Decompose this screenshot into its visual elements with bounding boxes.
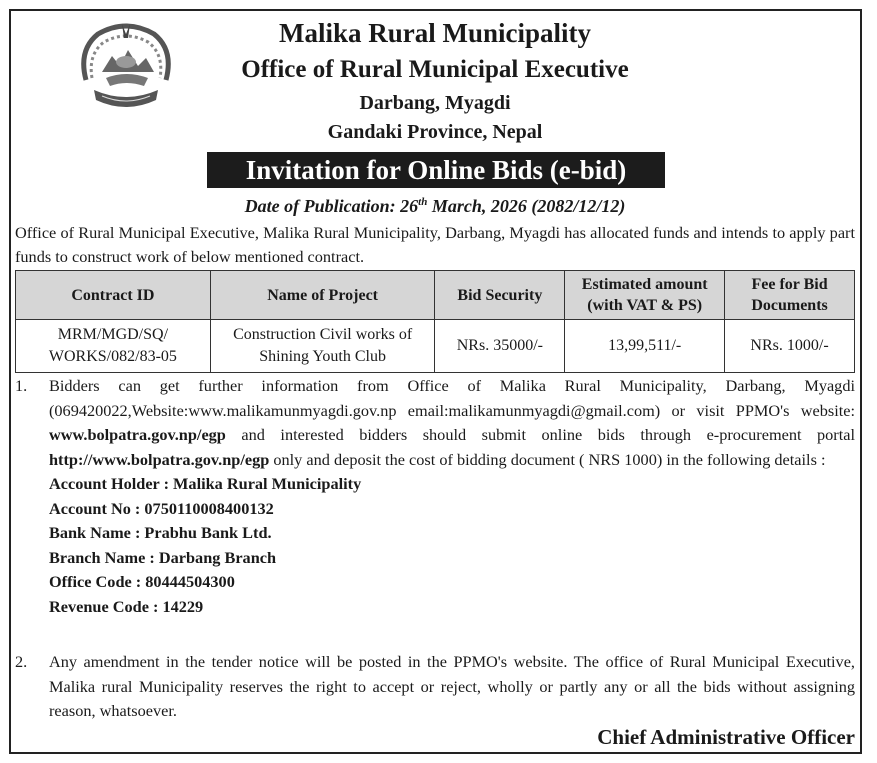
info-text-3: only and deposit the cost of bidding document ( NRS 1000) in the following details : (269, 449, 826, 469)
office-code: Office Code : 80444504300 (49, 572, 235, 591)
project-name-cell: Construction Civil works of Shining Youth Club (210, 320, 435, 373)
list-item-2 (15, 650, 855, 724)
list-item-1 (15, 374, 855, 619)
office-location: Darbang, Myagdi (359, 92, 511, 114)
col-header-contract-id: Contract ID (16, 271, 211, 320)
account-holder: Account Holder : Malika Rural Municipality (49, 474, 362, 493)
amendment-text: Any amendment in the tender notice will be posted in the PPMO's website. The office of Rural Municipal Executive, Malika rural Municipality reserves the right to accept or reject, wholly or partly any or all the bids without assigning reason, whatsoever. (49, 652, 855, 720)
bank-name: Bank Name : Prabhu Bank Ltd. (49, 523, 272, 542)
branch-name: Branch Name : Darbang Branch (49, 547, 277, 567)
bid-security-cell: NRs. 35000/- (435, 320, 565, 373)
col-header-project-name: Name of Project (210, 271, 435, 320)
table-row (16, 320, 855, 373)
col-header-estimated-amount: Estimated amount (with VAT & PS) (565, 271, 725, 320)
province-name: Gandaki Province, Nepal (327, 121, 543, 143)
col-header-bid-fee: Fee for Bid Documents (725, 271, 855, 320)
list-number: 1. (15, 376, 28, 395)
publication-date: Date of Publication: 26th March, 2026 (2082/12/12) (244, 196, 626, 216)
contract-table (15, 270, 855, 373)
contract-id-cell: MRM/MGD/SQ/ WORKS/082/83-05 (16, 320, 211, 373)
col-header-bid-security: Bid Security (435, 271, 565, 320)
table-header-row (16, 271, 855, 320)
bid-fee-cell: NRs. 1000/- (725, 320, 855, 373)
ppmo-link[interactable]: www.bolpatra.gov.np/egp (49, 425, 226, 444)
estimated-amount-cell: 13,99,511/- (565, 320, 725, 373)
info-text-2: and interested bidders should submit online bids through e-procurement portal (225, 425, 855, 444)
municipality-name: Malika Rural Municipality (278, 18, 592, 48)
list-number: 2. (15, 652, 28, 671)
nepal-government-emblem-icon (72, 20, 180, 116)
info-text: Bidders can get further information from Office of Malika Rural Municipality, Darbang, Myagdi (069420022,Website:www.malikamunmyagdi.gov.np email:malikamunmyagdi@gmail.com) or visit PPMO's website: (49, 376, 855, 420)
signature-title: Chief Administrative Officer (597, 725, 855, 749)
eprocurement-link[interactable]: http://www.bolpatra.gov.np/egp (49, 449, 270, 469)
account-number: Account No : 0750110008400132 (49, 498, 274, 518)
intro-paragraph: Office of Rural Municipal Executive, Malika Rural Municipality, Darbang, Myagdi has allocated funds and intends to apply part funds to construct work of below mentioned contract. (15, 223, 855, 266)
revenue-code: Revenue Code : 14229 (49, 596, 204, 616)
office-name: Office of Rural Municipal Executive (241, 56, 629, 83)
notice-title: Invitation for Online Bids (e-bid) (207, 152, 665, 188)
